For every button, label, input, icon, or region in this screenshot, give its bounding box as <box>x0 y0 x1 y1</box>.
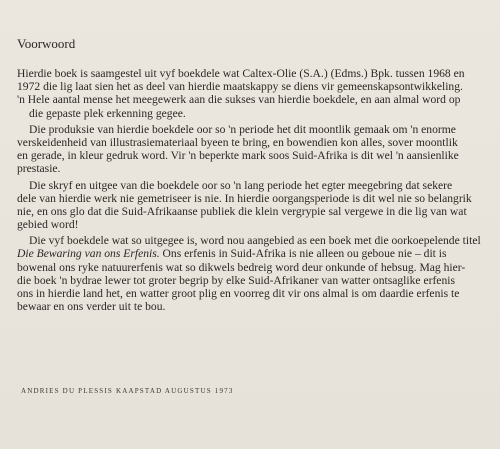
text-line: gebied word! <box>17 218 79 232</box>
text-line: 'n Hele aantal mense het meegewerk aan die sukses van hierdie boekdele, en aan almal word op <box>17 93 461 107</box>
signature-line: ANDRIES DU PLESSIS KAAPSTAD AUGUSTUS 1973 <box>21 387 234 395</box>
paragraph-3 <box>17 179 492 232</box>
paragraph-1 <box>17 67 492 120</box>
paragraph-4 <box>17 234 492 313</box>
text-line: 1972 die lig laat sien het as deel van hierdie maatskappy se diens vir gemeenskapsontwikkeling. <box>17 80 463 94</box>
text-line: en gerade, in kleur gedruk word. Vir 'n beperkte mark soos Suid-Afrika is dit wel 'n aansienlike <box>17 149 459 163</box>
page-title: Voorwoord <box>17 36 76 51</box>
text-line: dele van hierdie werk nie gemetriseer is nie. In hierdie oorgangsperiode is dit wel nie so belangrik <box>17 191 472 205</box>
foreword-body <box>17 67 492 313</box>
text-line: bowenal ons ryke natuurerfenis wat so dikwels bedreig word deur onkunde of hebsug. Mag hier- <box>17 260 466 274</box>
text-line: nie, en ons glo dat die Suid-Afrikaanse publiek die klein vergrypie sal vergewe in die lig van wat <box>17 204 467 218</box>
text-line: verskeidenheid van illustrasiemateriaal byeen te bring, en bowendien kon alles, sover moontlik <box>17 135 458 149</box>
text-line: Hierdie boek is saamgestel uit vyf boekdele wat Caltex-Olie (S.A.) (Edms.) Bpk. tussen 1968 en <box>17 67 465 80</box>
text-line: die gepaste plek erkenning gegee. <box>29 106 186 120</box>
text-line: bewaar en ons verder uit te bou. <box>17 300 166 314</box>
text-line: Die skryf en uitgee van die boekdele oor so 'n lang periode het egter meegebring dat sekere <box>29 178 453 192</box>
paragraph-2 <box>17 123 492 176</box>
text-line: prestasie. <box>17 162 61 176</box>
text-line: ons in hierdie land het, en watter groot plig en voorreg dit vir ons almal is om daardie erfenis te <box>17 287 460 300</box>
text-line <box>17 247 492 260</box>
text-line: Die vyf boekdele wat so uitgegee is, word nou aangebied as een boek met die oorkoepelende titel <box>29 234 481 248</box>
book-title-italic: Die Bewaring van ons Erfenis. <box>17 247 160 261</box>
text-line: die boek 'n bydrae lewer tot groter begrip by elke Suid-Afrikaner van watter ontsaglike erfenis <box>17 273 455 287</box>
text-line: Die produksie van hierdie boekdele oor so 'n periode het dit moontlik gemaak om 'n enorme <box>29 122 456 136</box>
text-run: Ons erfenis in Suid-Afrika is nie alleen ou geboue nie – dit is <box>159 247 447 261</box>
